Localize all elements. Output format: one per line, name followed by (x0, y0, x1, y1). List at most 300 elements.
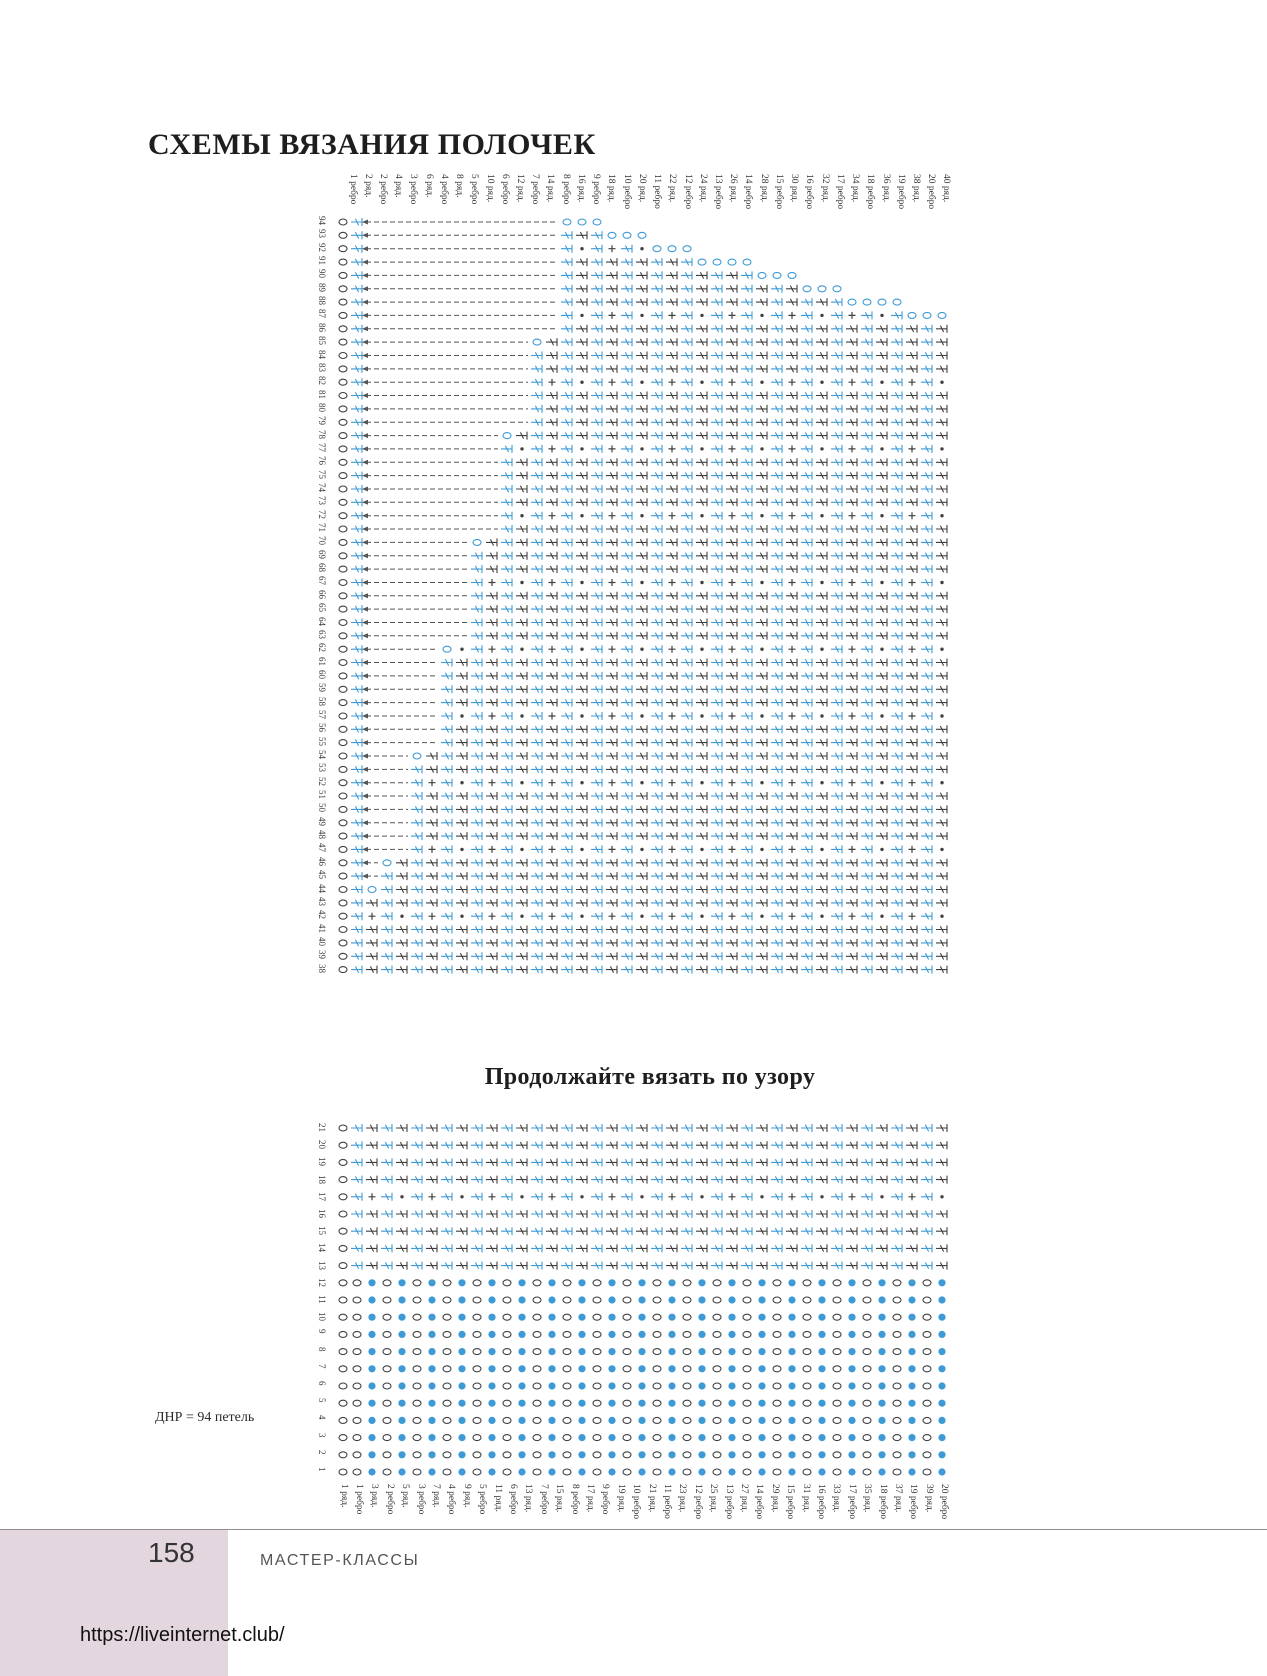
chain-ring (339, 887, 347, 893)
stitch-symbol (561, 285, 572, 293)
stitch-symbol (561, 966, 572, 974)
stitch-dot (398, 1331, 405, 1338)
slip-dot (820, 648, 823, 651)
stitch-symbol (636, 325, 647, 333)
stitch-symbol (816, 1176, 827, 1184)
stitch-symbol (771, 739, 782, 747)
stitch-dot (608, 1279, 615, 1286)
plus-symbol (549, 445, 556, 452)
stitch-number: 74 (317, 483, 327, 492)
chain-ring (339, 1435, 347, 1441)
stitch-symbol (426, 1262, 437, 1270)
row-label: 18 ребро (878, 1484, 888, 1520)
stitch-dot (398, 1296, 405, 1303)
chain-ring (339, 1349, 347, 1355)
chain-ring (593, 1400, 601, 1406)
stitch-symbol (486, 659, 497, 667)
stitch-symbol (411, 765, 422, 773)
stitch-number: 63 (317, 630, 327, 639)
stitch-dot (428, 1348, 435, 1355)
stitch-symbol (891, 1227, 902, 1235)
stitch-symbol (666, 1158, 677, 1166)
stitch-symbol (591, 1227, 602, 1235)
stitch-dot (578, 1382, 585, 1389)
stitch-symbol (501, 1210, 512, 1218)
stitch-symbol (471, 845, 482, 853)
stitch-symbol (936, 352, 947, 360)
chain-ring (623, 1417, 631, 1423)
chain-ring (593, 1383, 601, 1389)
stitch-symbol (621, 378, 632, 386)
stitch-symbol (501, 1244, 512, 1252)
stitch-symbol (831, 845, 842, 853)
stitch-symbol (636, 805, 647, 813)
stitch-dot (638, 1365, 645, 1372)
chain-ring (623, 1469, 631, 1475)
stitch-symbol (906, 458, 917, 466)
chain-ring (533, 1452, 541, 1458)
stitch-symbol (396, 1262, 407, 1270)
stitch-symbol (621, 859, 632, 867)
stitch-dot (818, 1331, 825, 1338)
stitch-symbol (726, 792, 737, 800)
stitch-number: 54 (317, 750, 327, 759)
stitch-symbol (621, 538, 632, 546)
stitch-symbol (561, 392, 572, 400)
chain-ring (443, 1280, 451, 1286)
stitch-symbol (711, 1262, 722, 1270)
stitch-symbol (726, 886, 737, 894)
arrow-left-icon (362, 820, 368, 825)
slip-dot (520, 915, 523, 918)
stitch-symbol (666, 418, 677, 426)
chain-ring (413, 1400, 421, 1406)
stitch-number: 83 (317, 363, 327, 372)
stitch-symbol (696, 832, 707, 840)
stitch-symbol (591, 792, 602, 800)
chain-ring (833, 1280, 841, 1286)
stitch-symbol (906, 1244, 917, 1252)
stitch-symbol (561, 298, 572, 306)
stitch-symbol (576, 285, 587, 293)
chain-ring (413, 1435, 421, 1441)
stitch-symbol (801, 1124, 812, 1132)
stitch-symbol (831, 645, 842, 653)
chain-ring (653, 1331, 661, 1337)
plus-symbol (729, 779, 736, 786)
stitch-symbol (561, 445, 572, 453)
stitch-symbol (651, 619, 662, 627)
stitch-symbol (561, 458, 572, 466)
slip-dot (940, 514, 943, 517)
chain-ring (773, 1400, 781, 1406)
chain-ring (923, 1383, 931, 1389)
row-label: 20 ребро (926, 174, 936, 210)
slip-dot (880, 781, 883, 784)
stitch-symbol (936, 672, 947, 680)
plus-symbol (729, 379, 736, 386)
row-label: 7 ребро (539, 1484, 549, 1515)
stitch-symbol (546, 805, 557, 813)
stitch-dot (518, 1331, 525, 1338)
stitch-symbol (666, 605, 677, 613)
stitch-symbol (771, 1227, 782, 1235)
stitch-symbol (606, 592, 617, 600)
stitch-symbol (816, 1262, 827, 1270)
stitch-symbol (696, 1244, 707, 1252)
stitch-dot (758, 1331, 765, 1338)
stitch-symbol (786, 1227, 797, 1235)
row-label: 9 ряд. (462, 1484, 472, 1508)
stitch-symbol (711, 926, 722, 934)
stitch-dot (668, 1417, 675, 1424)
stitch-symbol (756, 1244, 767, 1252)
stitch-symbol (591, 1158, 602, 1166)
stitch-symbol (711, 405, 722, 413)
stitch-symbol (666, 525, 677, 533)
plus-symbol (609, 579, 616, 586)
stitch-symbol (456, 966, 467, 974)
stitch-symbol (876, 752, 887, 760)
stitch-symbol (936, 619, 947, 627)
stitch-symbol (651, 311, 662, 319)
stitch-symbol (651, 845, 662, 853)
stitch-symbol (816, 498, 827, 506)
stitch-symbol (726, 338, 737, 346)
stitch-symbol (891, 365, 902, 373)
chain-ring (743, 1331, 751, 1337)
chain-ring (593, 1435, 601, 1441)
stitch-dot (458, 1348, 465, 1355)
slip-dot (700, 915, 703, 918)
stitch-symbol (531, 1176, 542, 1184)
row-label: 25 ряд. (708, 1484, 718, 1513)
stitch-symbol (696, 685, 707, 693)
stitch-symbol (636, 872, 647, 880)
stitch-symbol (471, 1227, 482, 1235)
chain-ring (443, 1297, 451, 1303)
plus-symbol (609, 779, 616, 786)
stitch-symbol (441, 792, 452, 800)
stitch-symbol (666, 432, 677, 440)
stitch-symbol (651, 725, 662, 733)
stitch-symbol (621, 565, 632, 573)
stitch-symbol (546, 739, 557, 747)
stitch-symbol (846, 1141, 857, 1149)
stitch-symbol (621, 245, 632, 253)
stitch-dot (548, 1468, 555, 1475)
chain-ring (339, 913, 347, 919)
chain-ring (339, 726, 347, 732)
stitch-symbol (846, 472, 857, 480)
chain-ring (473, 1383, 481, 1389)
stitch-symbol (621, 886, 632, 894)
chain-ring (683, 1331, 691, 1337)
stitch-symbol (831, 952, 842, 960)
stitch-symbol (876, 525, 887, 533)
stitch-symbol (516, 472, 527, 480)
chain-ring (893, 1280, 901, 1286)
stitch-symbol (756, 1158, 767, 1166)
stitch-symbol (771, 792, 782, 800)
stitch-number: 7 (317, 1364, 327, 1369)
chain-ring (923, 1331, 931, 1337)
chain-ring (339, 1297, 347, 1303)
stitch-symbol (861, 792, 872, 800)
chain-ring (339, 219, 347, 225)
stitch-symbol (576, 1124, 587, 1132)
chain-ring (339, 820, 347, 826)
stitch-symbol (651, 258, 662, 266)
stitch-symbol (456, 1227, 467, 1235)
stitch-symbol (741, 859, 752, 867)
stitch-symbol (831, 298, 842, 306)
stitch-symbol (621, 1124, 632, 1132)
arrow-left-icon (362, 633, 368, 638)
stitch-symbol (681, 712, 692, 720)
stitch-symbol (681, 298, 692, 306)
stitch-dot (758, 1382, 765, 1389)
stitch-dot (938, 1314, 945, 1321)
stitch-symbol (456, 1176, 467, 1184)
chain-ring (413, 1366, 421, 1372)
stitch-symbol (606, 1262, 617, 1270)
slip-dot (460, 714, 463, 717)
stitch-symbol (876, 725, 887, 733)
chain-ring (339, 1125, 347, 1131)
chain-ring (339, 1159, 347, 1165)
stitch-symbol (576, 538, 587, 546)
stitch-symbol (906, 485, 917, 493)
chain-ring (653, 1314, 661, 1320)
stitch-dot (428, 1296, 435, 1303)
chain-ring (893, 1331, 901, 1337)
chain-ring (893, 1297, 901, 1303)
chain-ring (893, 1417, 901, 1423)
stitch-symbol (606, 805, 617, 813)
plus-symbol (909, 913, 916, 920)
stitch-symbol (621, 298, 632, 306)
stitch-symbol (711, 538, 722, 546)
stitch-symbol (831, 725, 842, 733)
stitch-symbol (696, 659, 707, 667)
stitch-symbol (606, 1141, 617, 1149)
stitch-symbol (876, 792, 887, 800)
stitch-dot (548, 1296, 555, 1303)
stitch-symbol (696, 699, 707, 707)
stitch-number: 72 (317, 510, 327, 519)
stitch-symbol (816, 752, 827, 760)
stitch-symbol (621, 632, 632, 640)
arrow-left-icon (362, 460, 368, 465)
stitch-symbol (816, 886, 827, 894)
stitch-symbol (606, 1158, 617, 1166)
stitch-symbol (921, 352, 932, 360)
stitch-symbol (846, 619, 857, 627)
stitch-number: 15 (317, 1226, 327, 1235)
stitch-symbol (801, 392, 812, 400)
stitch-symbol (576, 605, 587, 613)
stitch-symbol (846, 552, 857, 560)
stitch-symbol (606, 1124, 617, 1132)
stitch-symbol (591, 605, 602, 613)
stitch-symbol (591, 458, 602, 466)
stitch-symbol (771, 699, 782, 707)
stitch-symbol (891, 1210, 902, 1218)
stitch-symbol (906, 685, 917, 693)
chain-ring (623, 1349, 631, 1355)
stitch-symbol (756, 352, 767, 360)
row-label: 3 ребро (416, 1484, 426, 1515)
stitch-symbol (651, 445, 662, 453)
stitch-dot (548, 1434, 555, 1441)
stitch-symbol (621, 1141, 632, 1149)
stitch-symbol (696, 1176, 707, 1184)
stitch-symbol (471, 859, 482, 867)
stitch-symbol (786, 298, 797, 306)
stitch-dot (848, 1417, 855, 1424)
chain-ring (339, 686, 347, 692)
stitch-symbol (711, 672, 722, 680)
stitch-symbol (816, 632, 827, 640)
slip-dot (760, 581, 763, 584)
stitch-symbol (816, 805, 827, 813)
stitch-symbol (831, 872, 842, 880)
stitch-symbol (591, 645, 602, 653)
stitch-dot (368, 1468, 375, 1475)
stitch-symbol (531, 832, 542, 840)
chain-ring (863, 1314, 871, 1320)
stitch-symbol (681, 538, 692, 546)
stitch-symbol (681, 1193, 692, 1201)
stitch-symbol (726, 659, 737, 667)
stitch-symbol (936, 405, 947, 413)
chain-ring (339, 499, 347, 505)
stitch-symbol (666, 939, 677, 947)
stitch-symbol (561, 672, 572, 680)
stitch-symbol (486, 966, 497, 974)
stitch-symbol (456, 1158, 467, 1166)
stitch-dot (488, 1279, 495, 1286)
chain-ring (339, 1452, 347, 1458)
stitch-symbol (786, 432, 797, 440)
stitch-symbol (801, 1210, 812, 1218)
chain-ring (339, 246, 347, 252)
stitch-symbol (711, 525, 722, 533)
row-label: 4 ребро (446, 1484, 456, 1515)
stitch-symbol (651, 579, 662, 587)
stitch-symbol (351, 966, 362, 974)
plus-symbol (489, 579, 496, 586)
stitch-symbol (591, 672, 602, 680)
stitch-symbol (486, 819, 497, 827)
source-url-watermark: https://liveinternet.club/ (80, 1624, 285, 1646)
stitch-symbol (831, 512, 842, 520)
stitch-symbol (801, 1227, 812, 1235)
stitch-symbol (531, 552, 542, 560)
chain-ring (683, 1469, 691, 1475)
stitch-symbol (891, 325, 902, 333)
stitch-symbol (936, 699, 947, 707)
stitch-symbol (801, 352, 812, 360)
stitch-symbol (561, 939, 572, 947)
stitch-symbol (756, 632, 767, 640)
stitch-symbol (666, 1262, 677, 1270)
stitch-symbol (771, 926, 782, 934)
stitch-symbol (891, 605, 902, 613)
chain-ring (339, 660, 347, 666)
stitch-symbol (801, 552, 812, 560)
stitch-symbol (516, 966, 527, 974)
stitch-symbol (831, 659, 842, 667)
slip-dot (820, 381, 823, 384)
stitch-symbol (891, 1141, 902, 1149)
stitch-dot (848, 1331, 855, 1338)
stitch-symbol (741, 645, 752, 653)
stitch-symbol (621, 1176, 632, 1184)
stitch-symbol (591, 432, 602, 440)
stitch-symbol (441, 886, 452, 894)
stitch-symbol (456, 886, 467, 894)
stitch-symbol (741, 458, 752, 466)
chain-ring (339, 873, 347, 879)
stitch-dot (398, 1382, 405, 1389)
stitch-symbol (696, 872, 707, 880)
stitch-symbol (516, 752, 527, 760)
chain-ring (623, 232, 631, 238)
chain-ring (908, 312, 916, 318)
chain-ring (413, 1314, 421, 1320)
stitch-symbol (531, 512, 542, 520)
stitch-dot (818, 1382, 825, 1389)
slip-dot (940, 1195, 943, 1198)
stitch-symbol (681, 405, 692, 413)
stitch-symbol (741, 405, 752, 413)
stitch-symbol (471, 805, 482, 813)
stitch-symbol (381, 1244, 392, 1252)
stitch-symbol (831, 899, 842, 907)
stitch-symbol (426, 952, 437, 960)
stitch-symbol (591, 405, 602, 413)
stitch-symbol (471, 1210, 482, 1218)
stitch-symbol (696, 565, 707, 573)
stitch-symbol (606, 699, 617, 707)
stitch-symbol (606, 525, 617, 533)
stitch-number: 48 (317, 830, 327, 839)
stitch-dot (668, 1296, 675, 1303)
row-label: 22 ряд. (667, 174, 677, 203)
stitch-symbol (816, 859, 827, 867)
stitch-symbol (516, 538, 527, 546)
stitch-symbol (681, 632, 692, 640)
stitch-symbol (456, 672, 467, 680)
stitch-dot (938, 1417, 945, 1424)
stitch-symbol (756, 565, 767, 573)
stitch-symbol (756, 805, 767, 813)
stitch-symbol (441, 1124, 452, 1132)
stitch-symbol (801, 1158, 812, 1166)
stitch-symbol (576, 498, 587, 506)
stitch-symbol (846, 1210, 857, 1218)
stitch-symbol (396, 886, 407, 894)
stitch-symbol (711, 899, 722, 907)
stitch-symbol (651, 552, 662, 560)
stitch-symbol (696, 752, 707, 760)
stitch-symbol (636, 699, 647, 707)
stitch-symbol (471, 1262, 482, 1270)
stitch-symbol (696, 325, 707, 333)
stitch-number: 64 (317, 617, 327, 626)
